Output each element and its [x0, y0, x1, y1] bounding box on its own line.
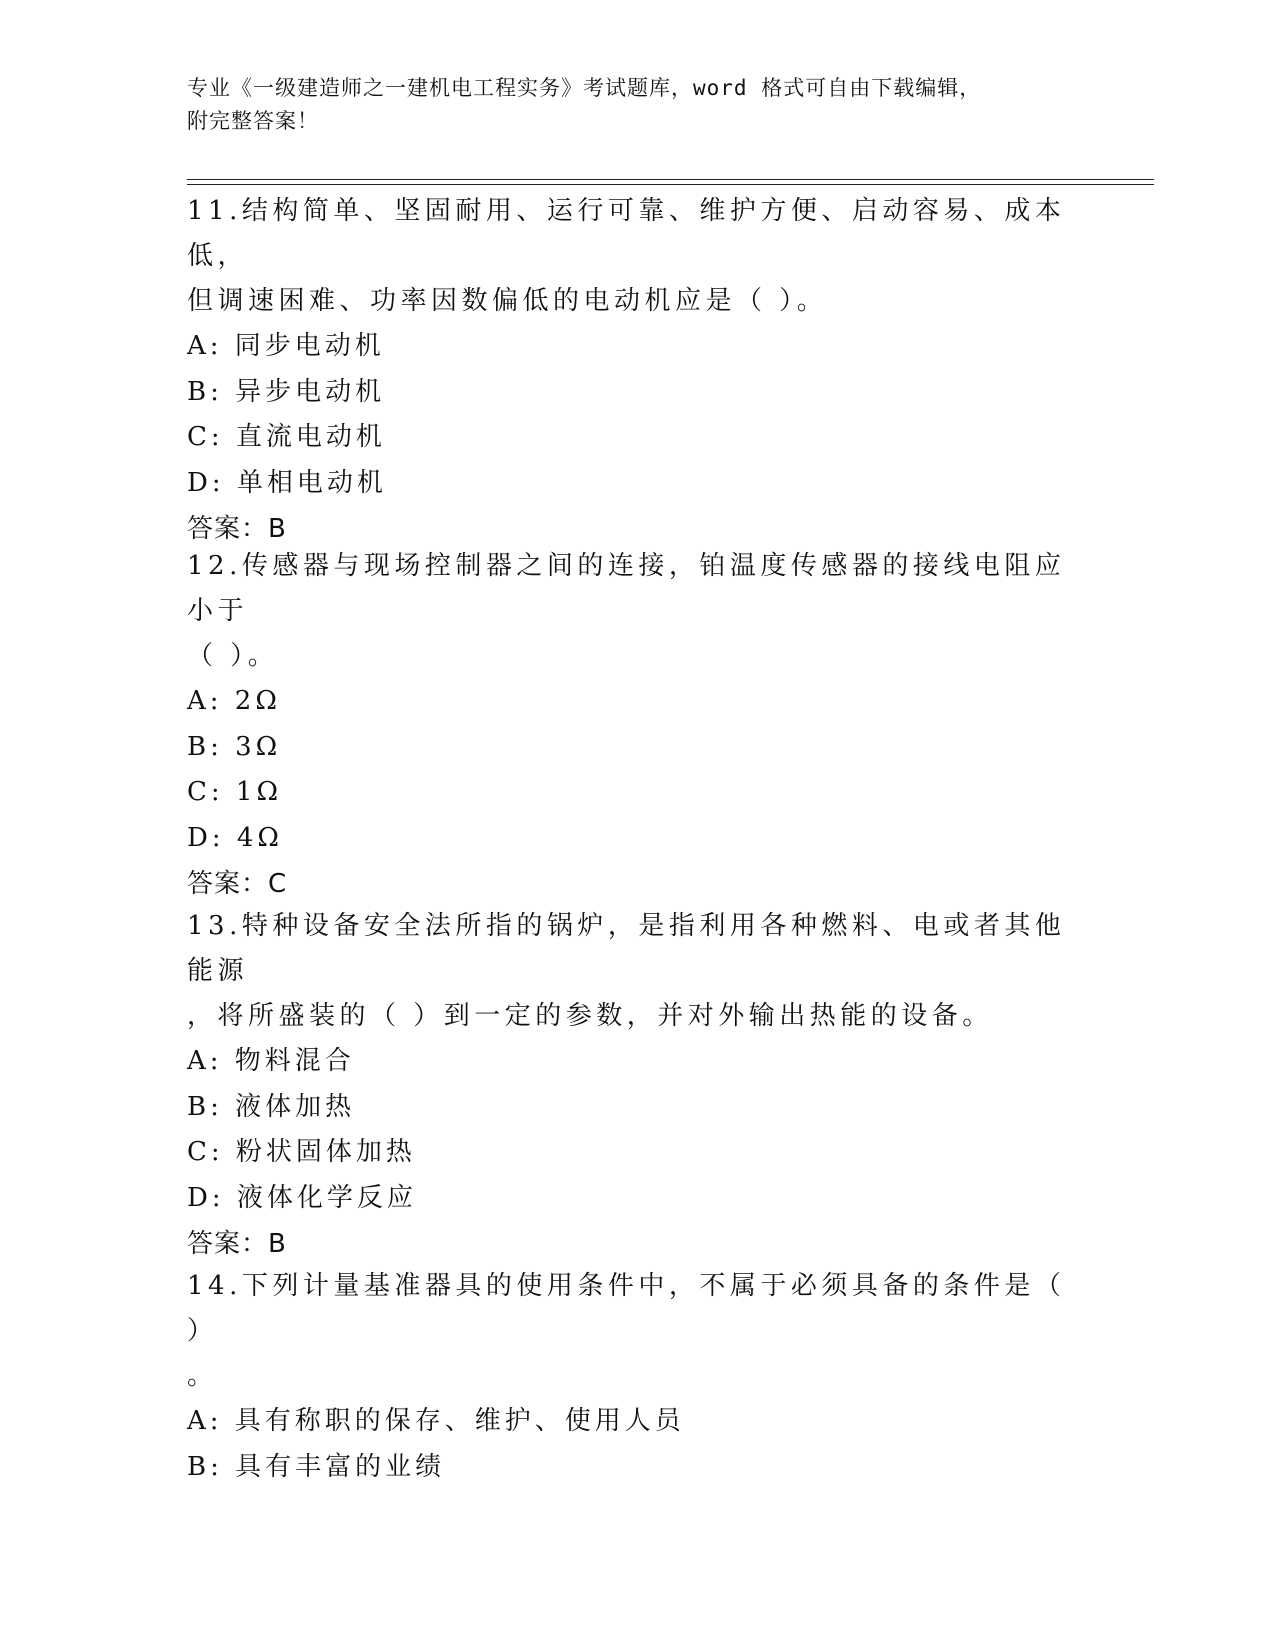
answer: 答案：B: [187, 1229, 287, 1259]
answer: 答案：B: [187, 514, 287, 544]
option-b: B: 异步电动机: [187, 376, 386, 407]
option-a: A: 具有称职的保存、维护、使用人员: [187, 1406, 685, 1436]
option-a: A: 2Ω: [187, 686, 281, 716]
question-13: [187, 904, 1087, 1267]
question-stem: [187, 544, 1087, 679]
question-11: [187, 189, 1087, 552]
stem-line: 11.结构简单、坚固耐用、运行可靠、维护方便、启动容易、成本低，: [187, 196, 1066, 271]
option-a: A: 同步电动机: [187, 331, 385, 361]
option-b: B: 具有丰富的业绩: [187, 1451, 446, 1482]
option-d: D: 单相电动机: [187, 467, 387, 498]
question-stem: [187, 1264, 1087, 1399]
option-d: D: 液体化学反应: [187, 1182, 417, 1213]
stem-line: 13.特种设备安全法所指的锅炉，是指利用各种燃料、电或者其他能源: [187, 911, 1066, 986]
question-14: [187, 1264, 1087, 1490]
option-c: C: 直流电动机: [187, 422, 386, 452]
stem-line: 14.下列计量基准器具的使用条件中，不属于必须具备的条件是（ ）: [187, 1271, 1066, 1346]
document-header: [187, 72, 1087, 138]
option-c: C: 1Ω: [187, 777, 283, 807]
stem-line: 但调速困难、功率因数偏低的电动机应是（ ）。: [187, 286, 828, 316]
answer: 答案：C: [187, 869, 288, 899]
stem-line: （ ）。: [187, 641, 279, 671]
option-c: C: 粉状固体加热: [187, 1137, 416, 1167]
header-line-2: 附完整答案！: [187, 109, 319, 133]
stem-line: ，将所盛装的（ ）到一定的参数，并对外输出热能的设备。: [187, 1001, 993, 1031]
question-stem: [187, 189, 1087, 324]
header-line-1: 专业《一级建造师之一建机电工程实务》考试题库，word 格式可自由下载编辑，: [187, 76, 982, 100]
option-b: B: 液体加热: [187, 1091, 356, 1122]
option-d: D: 4Ω: [187, 822, 283, 853]
question-stem: [187, 904, 1087, 1039]
header-divider-bottom: [187, 184, 1154, 185]
option-b: B: 3Ω: [187, 731, 282, 762]
stem-line: 12.传感器与现场控制器之间的连接，铂温度传感器的接线电阻应小于: [187, 551, 1066, 626]
header-divider-top: [187, 179, 1154, 180]
option-a: A: 物料混合: [187, 1046, 355, 1076]
question-12: [187, 544, 1087, 907]
stem-line: 。: [187, 1361, 218, 1391]
